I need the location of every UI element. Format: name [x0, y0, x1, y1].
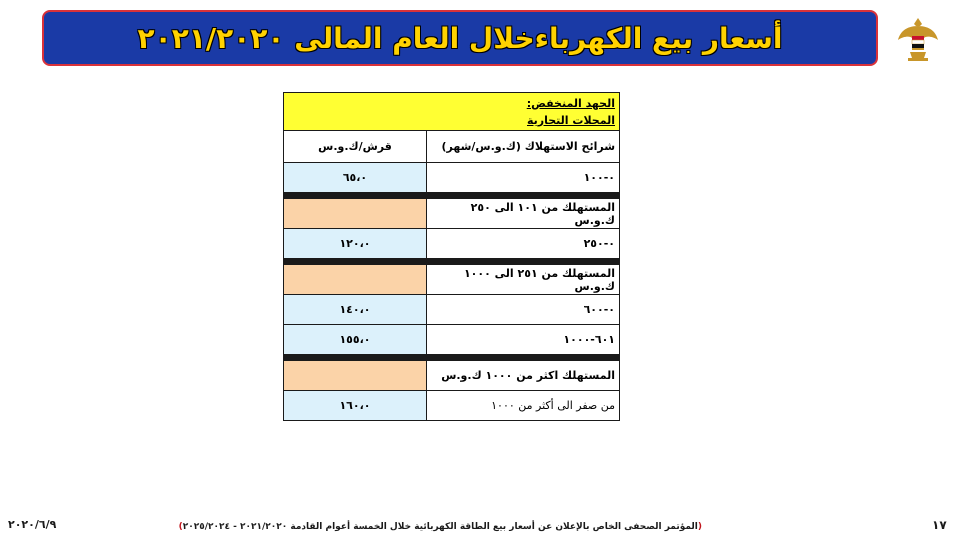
- range-cell: ٠-١٠٠: [427, 163, 620, 193]
- bracket-title: المستهلك من ٢٥١ الى ١٠٠٠ ك.و.س: [427, 265, 620, 295]
- price-cell: ١٤٠،٠: [284, 295, 427, 325]
- column-header-range: شرائح الاستهلاك (ك.و.س/شهر): [427, 131, 620, 163]
- bracket-title-row: [284, 265, 620, 295]
- bracket-title: المستهلك من ١٠١ الى ٢٥٠ ك.و.س: [427, 199, 620, 229]
- bracket-title-row: [284, 361, 620, 391]
- column-header-price: قرش/ك.و.س: [284, 131, 427, 163]
- table-row: [284, 295, 620, 325]
- table-row: [284, 391, 620, 421]
- bracket-title-spacer: [284, 265, 427, 295]
- column-header-row: [284, 131, 620, 163]
- page-number: ١٧: [932, 518, 947, 532]
- table-header-row: [284, 93, 620, 131]
- price-cell: ٦٥،٠: [284, 163, 427, 193]
- bracket-title-spacer: [284, 361, 427, 391]
- range-cell: ٠-٦٠٠: [427, 295, 620, 325]
- voltage-label: الجهد المنخفض:: [526, 96, 616, 110]
- table-row: [284, 229, 620, 259]
- slide-title: [138, 22, 783, 55]
- range-cell: ٦٠١-١٠٠٠: [427, 325, 620, 355]
- bracket-title: المستهلك اكثر من ١٠٠٠ ك.و.س: [427, 361, 620, 391]
- slide-footer: [178, 522, 702, 532]
- slide-title-year: ٢٠٢١/٢٠٢٠: [137, 21, 285, 55]
- price-cell: ١٥٥،٠: [284, 325, 427, 355]
- egypt-eagle-emblem-icon: [896, 14, 940, 62]
- range-cell: ٠-٢٥٠: [427, 229, 620, 259]
- footer-paren-close: ): [178, 522, 183, 532]
- footer-text: المؤتمر الصحفى الخاص بالإعلان عن أسعار بيع الطاقة الكهربائية خلال الخمسة أعوام القادمة ٢٠٢١/٢٠٢٠ - ٢٠٢٥/٢٠٢٤: [182, 522, 698, 532]
- price-cell: ١٦٠،٠: [284, 391, 427, 421]
- table-row: [284, 163, 620, 193]
- range-cell: من صفر الى أكثر من ١٠٠٠: [427, 391, 620, 421]
- tariff-table: [283, 92, 620, 421]
- voltage-category-header: [284, 93, 620, 131]
- title-banner: [42, 10, 878, 66]
- customer-category-label: المحلات التجارية: [526, 113, 616, 127]
- slide-title-main: أسعار بيع الكهرباءخلال العام المالى: [294, 21, 783, 55]
- table-row: [284, 325, 620, 355]
- slide-date: ٢٠٢٠/٦/٩: [8, 518, 57, 531]
- price-cell: ١٢٠،٠: [284, 229, 427, 259]
- bracket-title-spacer: [284, 199, 427, 229]
- bracket-title-row: [284, 199, 620, 229]
- footer-paren-open: (: [697, 522, 702, 532]
